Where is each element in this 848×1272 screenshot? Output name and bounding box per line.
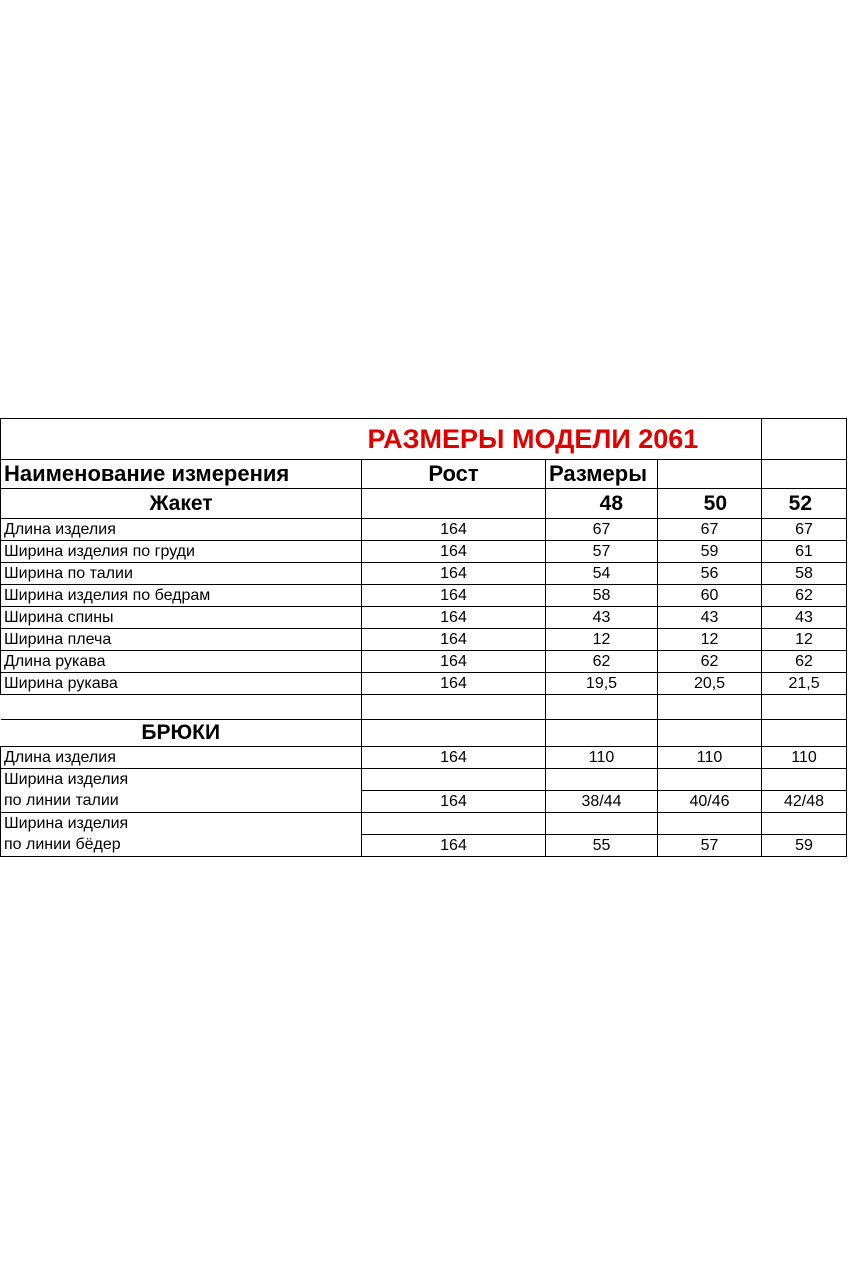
- size-chart-sheet: [0, 418, 848, 857]
- measure-value: 56: [658, 563, 762, 585]
- measure-height: 164: [362, 563, 546, 585]
- measure-name: Длина изделия: [1, 519, 362, 541]
- measure-value: 43: [546, 607, 658, 629]
- measure-value: 58: [546, 585, 658, 607]
- table-row: [1, 563, 847, 585]
- measure-value: [546, 813, 658, 835]
- measure-value: 20,5: [658, 673, 762, 695]
- measure-value: 42/48: [762, 791, 847, 813]
- measure-value: 19,5: [546, 673, 658, 695]
- measure-value: [762, 813, 847, 835]
- table-row: [1, 629, 847, 651]
- pants-label: БРЮКИ: [1, 720, 362, 747]
- size-table: [0, 418, 847, 857]
- size-header: 48: [546, 489, 658, 519]
- measure-value: 59: [762, 835, 847, 857]
- measure-value: 54: [546, 563, 658, 585]
- measure-value: 62: [546, 651, 658, 673]
- title-row: [1, 419, 847, 460]
- size-header: 50: [658, 489, 762, 519]
- table-row: [1, 769, 847, 791]
- measure-value: 110: [658, 747, 762, 769]
- measure-name: по линии бёдер: [1, 835, 362, 857]
- measure-height: 164: [362, 629, 546, 651]
- header-sizes: Размеры: [546, 460, 658, 489]
- measure-value: 43: [658, 607, 762, 629]
- measure-value: [546, 769, 658, 791]
- measure-value: 67: [762, 519, 847, 541]
- measure-value: 21,5: [762, 673, 847, 695]
- spacer-row: [1, 695, 847, 720]
- table-row: [1, 651, 847, 673]
- header-row: [1, 460, 847, 489]
- measure-height: 164: [362, 747, 546, 769]
- chart-title: РАЗМЕРЫ МОДЕЛИ 2061: [362, 419, 762, 460]
- jacket-section-row: [1, 489, 847, 519]
- measure-value: 57: [658, 835, 762, 857]
- measure-name: Ширина плеча: [1, 629, 362, 651]
- measure-value: 62: [762, 651, 847, 673]
- measure-name: Длина изделия: [1, 747, 362, 769]
- measure-name: Ширина изделия: [1, 769, 362, 791]
- measure-value: 40/46: [658, 791, 762, 813]
- measure-value: [762, 769, 847, 791]
- measure-value: 59: [658, 541, 762, 563]
- measure-value: 55: [546, 835, 658, 857]
- table-row: [1, 541, 847, 563]
- pants-section-row: [1, 720, 847, 747]
- measure-height: 164: [362, 791, 546, 813]
- header-height: Рост: [362, 460, 546, 489]
- table-row: [1, 585, 847, 607]
- measure-value: 12: [658, 629, 762, 651]
- header-name: Наименование измерения: [1, 460, 362, 489]
- measure-name: Ширина рукава: [1, 673, 362, 695]
- measure-value: [658, 813, 762, 835]
- measure-value: 62: [658, 651, 762, 673]
- measure-height: [362, 769, 546, 791]
- size-header: 52: [762, 489, 847, 519]
- measure-name: Ширина изделия по груди: [1, 541, 362, 563]
- measure-height: 164: [362, 607, 546, 629]
- measure-value: 38/44: [546, 791, 658, 813]
- measure-value: 12: [762, 629, 847, 651]
- measure-height: 164: [362, 835, 546, 857]
- table-row: [1, 607, 847, 629]
- measure-height: 164: [362, 585, 546, 607]
- table-row: [1, 673, 847, 695]
- measure-value: 43: [762, 607, 847, 629]
- measure-value: 58: [762, 563, 847, 585]
- measure-height: 164: [362, 541, 546, 563]
- measure-value: 110: [762, 747, 847, 769]
- jacket-label: Жакет: [1, 489, 362, 519]
- measure-value: 67: [546, 519, 658, 541]
- measure-height: [362, 813, 546, 835]
- measure-name: Ширина изделия: [1, 813, 362, 835]
- measure-height: 164: [362, 673, 546, 695]
- table-row: [1, 813, 847, 835]
- table-row: [1, 519, 847, 541]
- measure-value: 60: [658, 585, 762, 607]
- measure-value: [658, 769, 762, 791]
- measure-name: Длина рукава: [1, 651, 362, 673]
- table-row: [1, 835, 847, 857]
- measure-name: Ширина изделия по бедрам: [1, 585, 362, 607]
- measure-value: 67: [658, 519, 762, 541]
- measure-value: 61: [762, 541, 847, 563]
- measure-height: 164: [362, 651, 546, 673]
- measure-name: по линии талии: [1, 791, 362, 813]
- table-row: [1, 791, 847, 813]
- measure-height: 164: [362, 519, 546, 541]
- measure-value: 62: [762, 585, 847, 607]
- measure-name: Ширина спины: [1, 607, 362, 629]
- table-row: [1, 747, 847, 769]
- measure-value: 57: [546, 541, 658, 563]
- measure-name: Ширина по талии: [1, 563, 362, 585]
- measure-value: 12: [546, 629, 658, 651]
- measure-value: 110: [546, 747, 658, 769]
